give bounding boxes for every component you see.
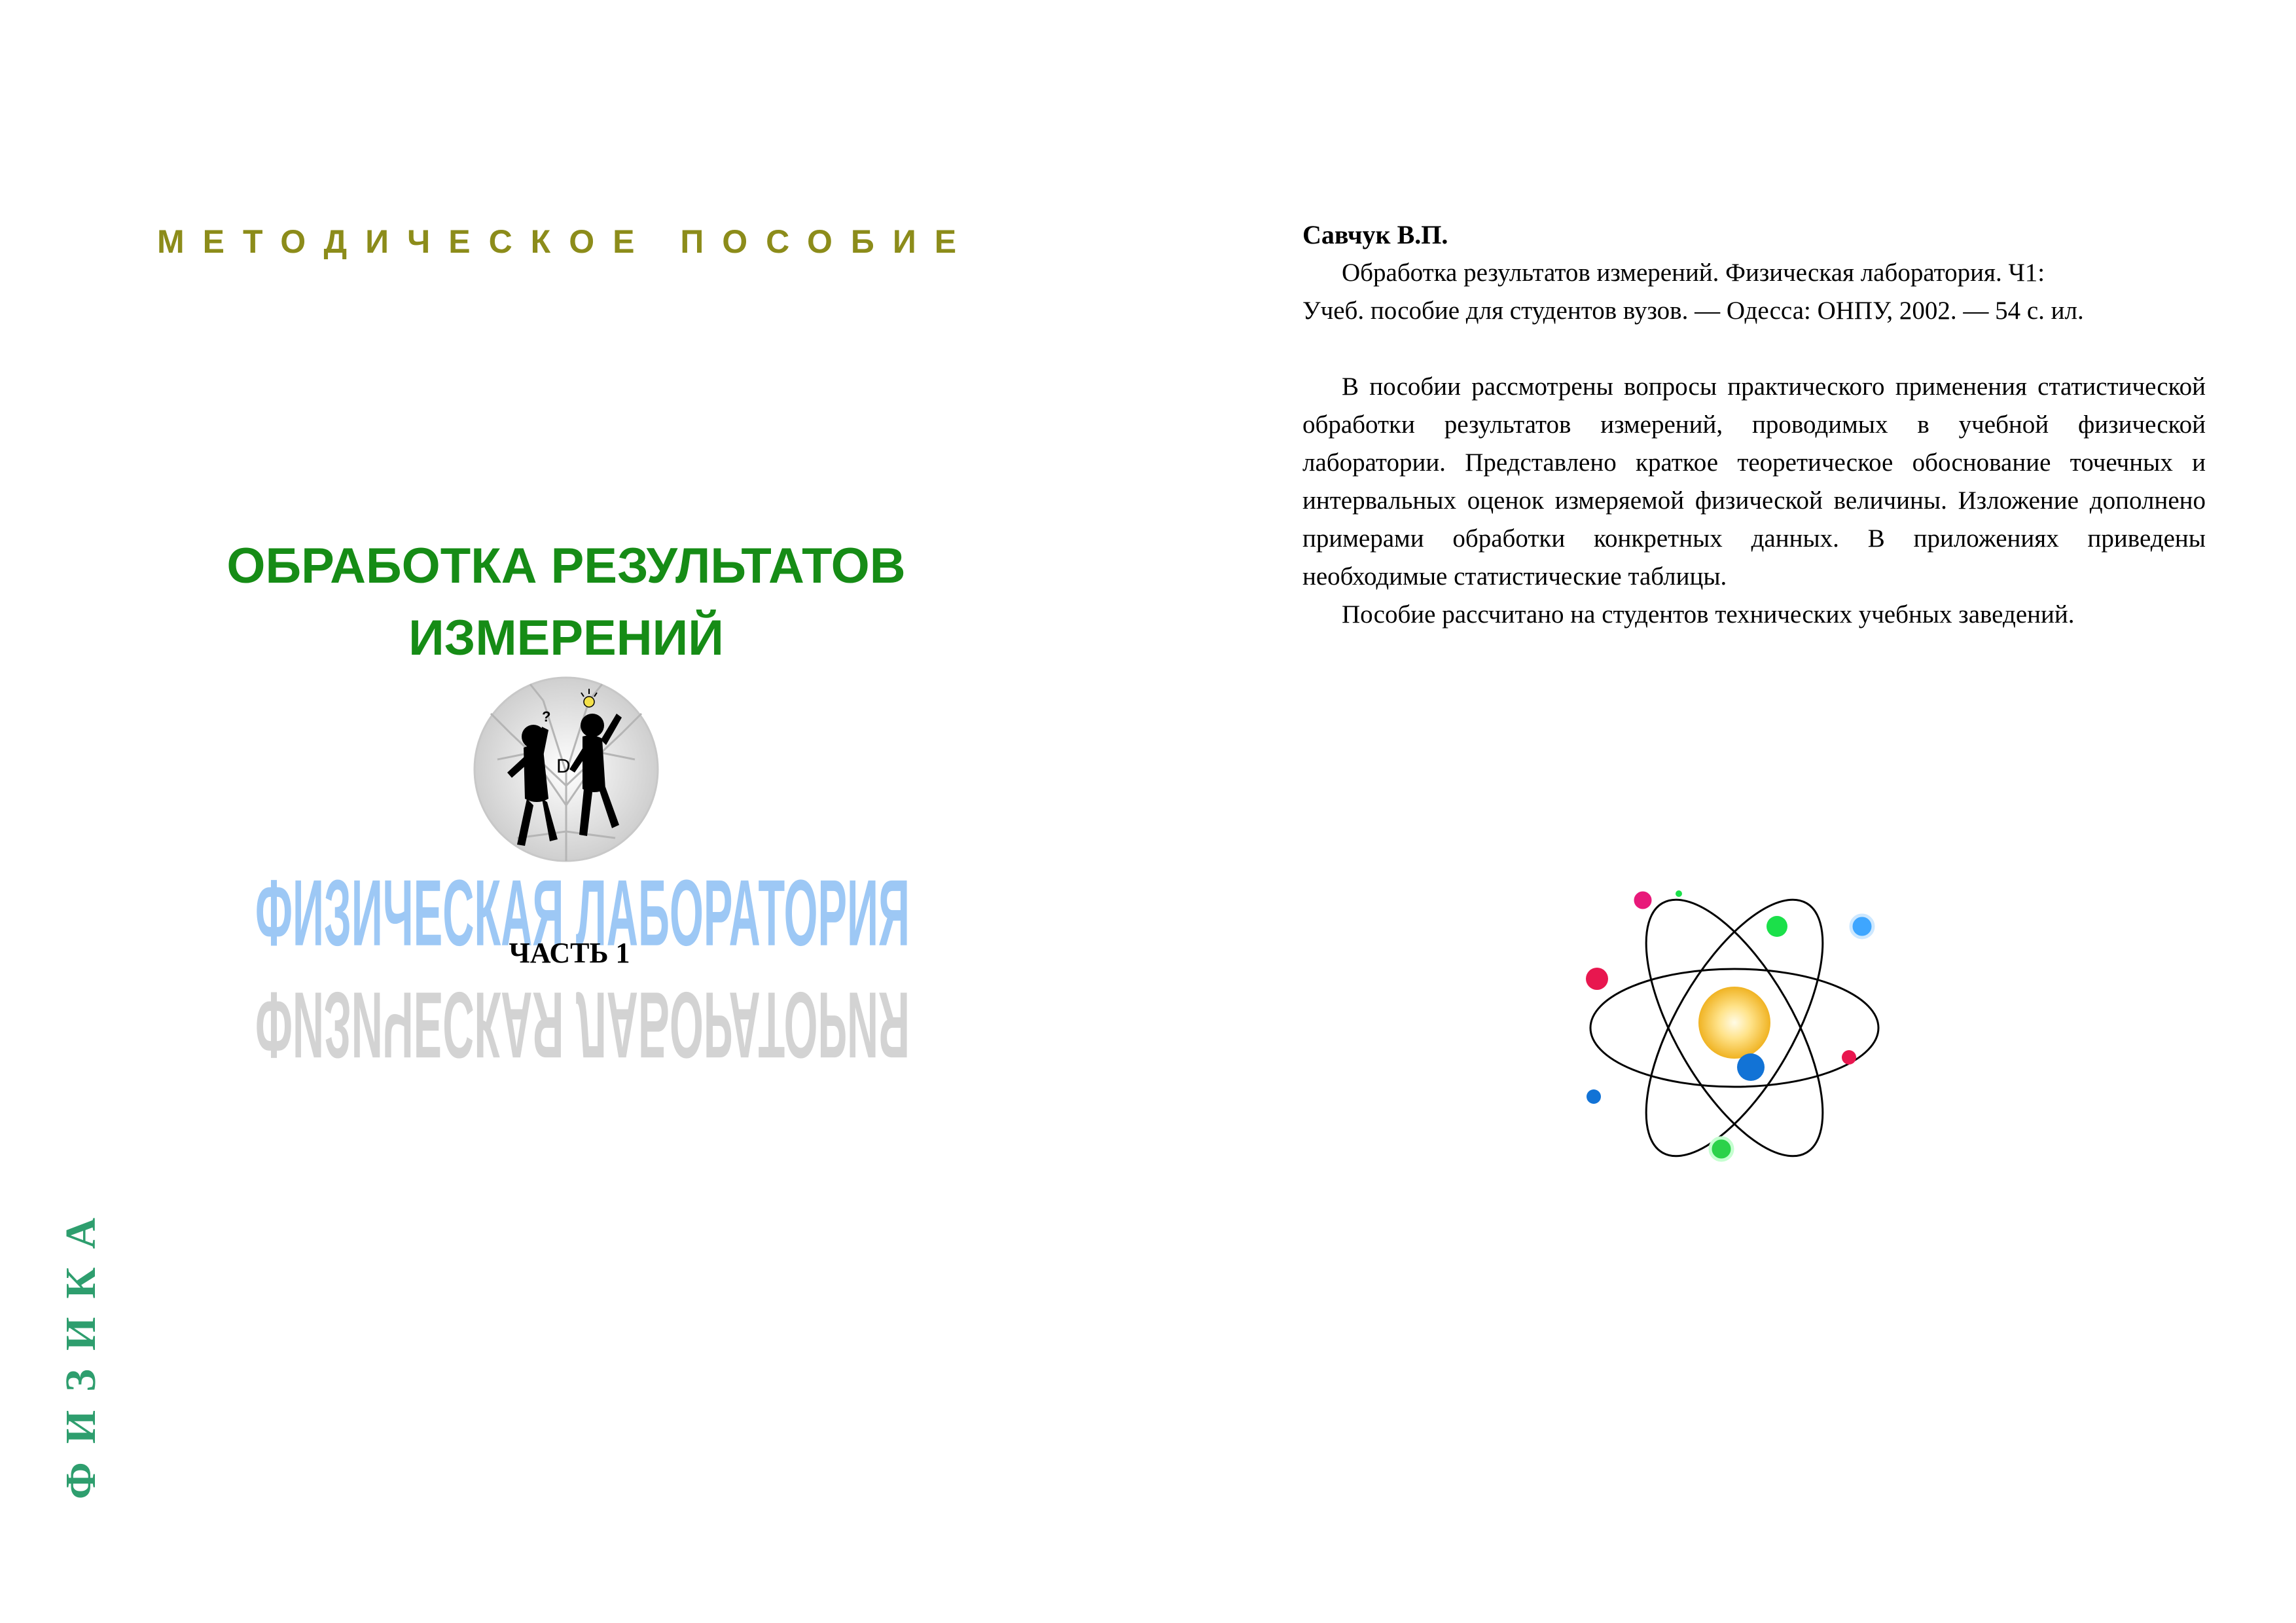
atom-icon (1584, 877, 1885, 1178)
lab-banner-reflection-text: ФИЗИЧЕСКАЯ ЛАБОРАТОРИЯ (255, 972, 910, 1078)
svg-text:?: ? (542, 708, 551, 725)
emblem-figures-icon (471, 674, 661, 864)
subject-vertical-text: ФИЗИКА (57, 1218, 105, 1499)
citation-line-1: Обработка результатов измерений. Физическая лаборатория. Ч1: (1342, 259, 2045, 287)
title-line-2: ИЗМЕРЕНИЙ (408, 610, 724, 666)
abstract-paragraph: В пособии рассмотрены вопросы практического применения статистической обработки результатов измерений, проводимых в учебной физической лаборатории. Представлено краткое теоретическое обоснование точечных и интервальных оценок измеряемой физической величины. Изложение дополнено примерами обработки конкретных данных. В приложениях приведены необходимые статистические таблицы. (1302, 373, 2206, 591)
part-label: ЧАСТЬ 1 (509, 937, 630, 969)
lab-banner-reflection (249, 962, 916, 1087)
title-line-1: ОБРАБОТКА РЕЗУЛЬТАТОВ (226, 538, 906, 594)
citation-line-2: Учеб. пособие для студентов вузов. — Одесса: ОНПУ, 2002. — 54 с. ил. (1302, 297, 2084, 325)
emblem-letter: D (556, 756, 571, 777)
lab-banner-text: ФИЗИЧЕСКАЯ ЛАБОРАТОРИЯ (255, 860, 910, 966)
author-name: Савчук В.П. (1302, 220, 1448, 249)
audience-paragraph: Пособие рассчитано на студентов технических учебных заведений. (1342, 600, 2075, 629)
book-title (98, 530, 1034, 674)
series-label: МЕТОДИЧЕСКОЕ ПОСОБИЕ (157, 223, 975, 260)
annotation-block (1302, 216, 2206, 634)
subject-vertical-label (39, 1211, 118, 1506)
